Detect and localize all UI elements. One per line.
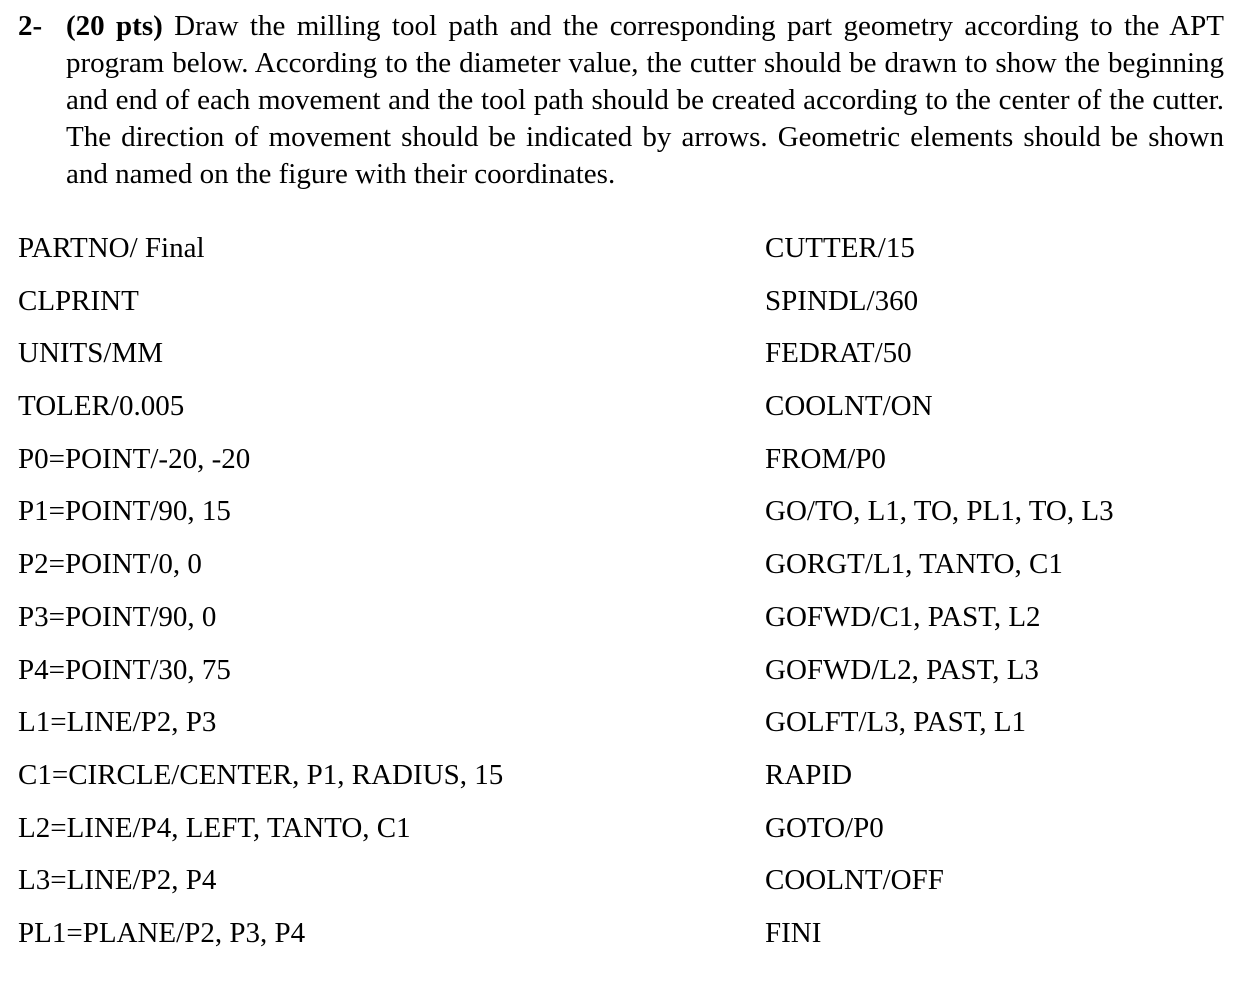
program-line: P3=POINT/90, 0 xyxy=(18,600,217,633)
question-points: (20 pts) xyxy=(66,10,163,42)
program-line: GO/TO, L1, TO, PL1, TO, L3 xyxy=(765,495,1114,528)
program-line: UNITS/MM xyxy=(18,337,164,370)
question-number: 2- xyxy=(18,10,43,42)
program-line: GOLFT/L3, PAST, L1 xyxy=(765,706,1027,739)
question-text: Draw the milling tool path and the corresponding part geometry according to the APT program below. According to the diameter value, the cutter should be drawn to show the beginning and end of each movement and the tool path should be created according to the center of the cutter. The direction of movement should be indicated by arrows. Geometric elements should be shown and named on the figure with their coordinates. xyxy=(66,10,1224,190)
program-line: P1=POINT/90, 15 xyxy=(18,495,231,528)
program-line: TOLER/0.005 xyxy=(18,390,185,423)
program-line: PL1=PLANE/P2, P3, P4 xyxy=(18,916,306,949)
program-line: L3=LINE/P2, P4 xyxy=(18,864,217,897)
program-line: FINI xyxy=(765,916,822,949)
program-line: C1=CIRCLE/CENTER, P1, RADIUS, 15 xyxy=(18,758,504,791)
program-line: FEDRAT/50 xyxy=(765,337,912,370)
program-line: P4=POINT/30, 75 xyxy=(18,653,231,686)
program-line: COOLNT/OFF xyxy=(765,864,944,897)
program-line: CUTTER/15 xyxy=(765,232,915,264)
program-line: CLPRINT xyxy=(18,284,139,317)
program-line: PARTNO/ Final xyxy=(18,232,205,264)
program-line: GORGT/L1, TANTO, C1 xyxy=(765,548,1063,581)
program-line: L2=LINE/P4, LEFT, TANTO, C1 xyxy=(18,811,411,844)
program-line: GOTO/P0 xyxy=(765,811,884,844)
program-line: SPINDL/360 xyxy=(765,284,919,317)
program-line: P0=POINT/-20, -20 xyxy=(18,442,251,475)
question-body xyxy=(66,8,1224,193)
program-line: FROM/P0 xyxy=(765,442,886,475)
program-line: GOFWD/C1, PAST, L2 xyxy=(765,600,1041,633)
program-left-column xyxy=(18,226,503,964)
program-line: P2=POINT/0, 0 xyxy=(18,548,202,581)
program-line: COOLNT/ON xyxy=(765,390,933,423)
program-right-column xyxy=(765,226,1114,964)
program-line: RAPID xyxy=(765,758,853,791)
program-line: GOFWD/L2, PAST, L3 xyxy=(765,653,1039,686)
program-line: L1=LINE/P2, P3 xyxy=(18,706,217,739)
question-block xyxy=(18,8,1224,193)
